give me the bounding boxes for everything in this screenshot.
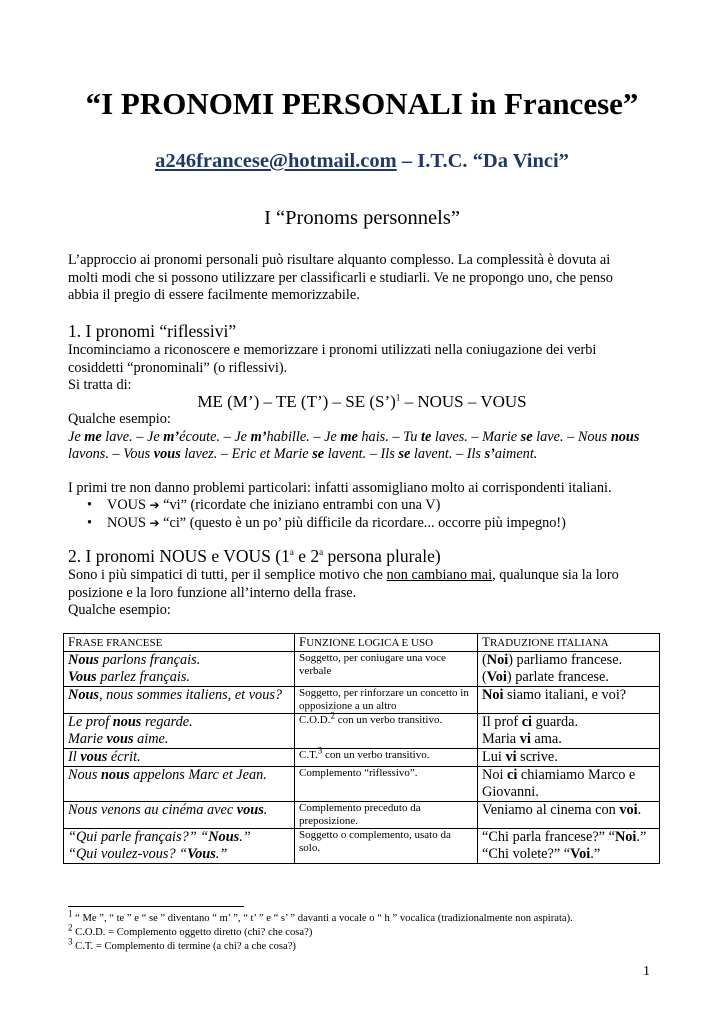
email-link[interactable]: a246francese@hotmail.com: [155, 150, 397, 172]
function-cell: Soggetto, per rinforzare un concetto in opposizione a un altro: [295, 687, 478, 714]
italian-cell: Lui vi scrive.: [478, 749, 660, 767]
italian-cell: Il prof ci guarda. Maria vi ama.: [478, 714, 660, 749]
french-cell: Nous parlons français. Vous parlez français.: [64, 652, 295, 687]
s1-line-2: cosiddetti “pronominali” (o riflessivi).: [68, 359, 288, 376]
pronouns-table: [63, 633, 660, 864]
table-row: [64, 829, 660, 864]
footnote-2: $^2$ C.O.D. = Complemento oggetto diretto (chi? che cosa?): [68, 922, 313, 938]
section-title: I “Pronoms personnels”: [264, 207, 460, 229]
s1-note: I primi tre non danno problemi particolari: infatti assomigliano molto ai corrispondenti italiani.: [68, 480, 612, 496]
s2-line-3: Qualche esempio:: [68, 602, 171, 618]
table-header-cell: FRASE FRANCESE: [64, 634, 295, 652]
function-cell: Complemento “riflessivo”.: [295, 767, 478, 802]
bullet-item-vous: VOUS ➔ “vi” (ricordate che iniziano entrambi con una V): [107, 497, 441, 513]
function-cell: C.T.$^3$ con un verbo transitivo.: [295, 749, 478, 767]
table-header-row: [64, 634, 660, 652]
french-cell: Le prof nous regarde. Marie vous aime.: [64, 714, 295, 749]
bullet-item-nous: NOUS ➔ “ci” (questo è un po’ più difficile da ricordare... occorre più impegno!): [107, 515, 566, 531]
table-row: [64, 652, 660, 687]
footnote-separator: [68, 906, 244, 907]
footnote-3: $^3$ C.T. = Complemento di termine (a chi? a che cosa?): [68, 936, 296, 952]
examples-label: Qualche esempio:: [68, 411, 171, 427]
arrow-right-icon: ➔: [149, 498, 160, 512]
arrow-right-icon: ➔: [149, 516, 160, 530]
french-cell: Nous venons au cinéma avec vous.: [64, 802, 295, 829]
french-cell: Nous, nous sommes italiens, et vous?: [64, 687, 295, 714]
pronoun-formula: ME (M’) – TE (T’) – SE (S’)$^1$ – NOUS – VOUS: [197, 392, 527, 411]
italian-cell: Noi siamo italiani, e voi?: [478, 687, 660, 714]
french-cell: “Qui parle français?” “Nous.” “Qui voulez-vous? “Vous.”: [64, 829, 295, 864]
italian-cell: Noi ci chiamiamo Marco e Giovanni.: [478, 767, 660, 802]
s2-line-2: posizione e la loro funzione all’interno della frase.: [68, 584, 357, 601]
examples-line-1: Je me lave. – Je m’écoute. – Je m’habille. – Je me hais. – Tu te laves. – Marie se lave. – Nous nous: [68, 428, 640, 445]
french-cell: Il vous écrit.: [64, 749, 295, 767]
examples-line-2: lavons. – Vous vous lavez. – Eric et Marie se lavent. – Ils se lavent. – Ils s’aiment.: [68, 446, 538, 462]
s1-line-3: Si tratta di:: [68, 377, 132, 393]
italian-cell: (Noi) parliamo francese. (Voi) parlate francese.: [478, 652, 660, 687]
table-row: [64, 687, 660, 714]
bullet-dot: •: [87, 497, 93, 513]
intro-line-3: abbia il pregio di essere facilmente memorizzabile.: [68, 287, 360, 303]
table-header-cell: FUNZIONE LOGICA E USO: [295, 634, 478, 652]
s1-line-1: Incominciamo a riconoscere e memorizzare i pronomi utilizzati nella coniugazione dei verbi: [68, 342, 597, 358]
function-cell: Complemento preceduto da preposizione.: [295, 802, 478, 829]
table-row: [64, 749, 660, 767]
intro-line-1: L’approccio ai pronomi personali può risultare alquanto complesso. La complessità è dovuta ai: [68, 252, 611, 268]
function-cell: Soggetto, per coniugare una voce verbale: [295, 652, 478, 687]
table-header-cell: TRADUZIONE ITALIANA: [478, 634, 660, 652]
section-1-heading: 1. I pronomi “riflessivi”: [68, 321, 237, 341]
document-subtitle: [0, 150, 724, 173]
intro-line-2: molti modi che si possono utilizzare per classificarli e studiarli. Ve ne propongo uno, che penso: [68, 269, 613, 286]
s2-line-1: Sono i più simpatici di tutti, per il semplice motivo che non cambiano mai, qualunque sia la loro: [68, 567, 619, 583]
page-number: 1: [643, 964, 650, 979]
table-row: [64, 767, 660, 802]
function-cell: Soggetto o complemento, usato da solo.: [295, 829, 478, 864]
bullet-dot: •: [87, 515, 93, 531]
table-row: [64, 714, 660, 749]
table-row: [64, 802, 660, 829]
footnote-ref-1: 1: [395, 392, 401, 403]
italian-cell: “Chi parla francese?” “Noi.” “Chi volete?” “Voi.”: [478, 829, 660, 864]
french-cell: Nous nous appelons Marc et Jean.: [64, 767, 295, 802]
school-name: – I.T.C. “Da Vinci”: [396, 150, 569, 172]
footnote-1: $^1$ “ Me ”, “ te ” e “ se ” diventano “ m’ ”, “ t’ ” e “ s’ ” davanti a vocale o “ h ” vocalica (tradizionalmente non aspirata).: [68, 908, 573, 924]
document-title: “I PRONOMI PERSONALI in Francese”: [85, 86, 639, 121]
italian-cell: Veniamo al cinema con voi.: [478, 802, 660, 829]
section-2-heading: 2. I pronomi NOUS e VOUS (1$^a$ e 2$^a$ persona plurale): [68, 546, 441, 566]
function-cell: C.O.D.$^2$ con un verbo transitivo.: [295, 714, 478, 749]
